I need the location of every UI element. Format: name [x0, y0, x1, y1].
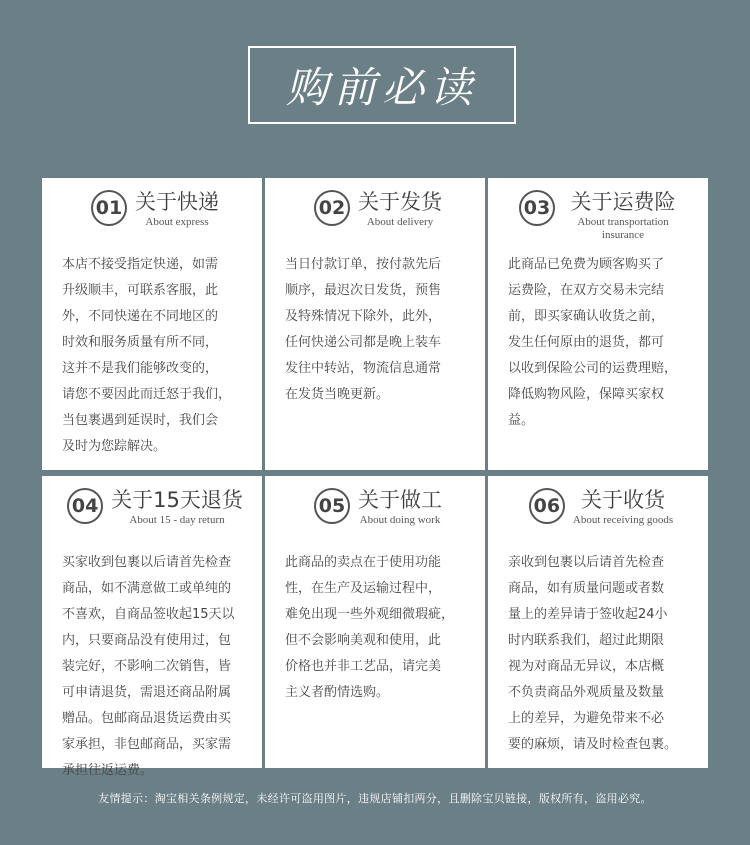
card-workmanship: [265, 476, 485, 768]
card-subtitle: About receiving goods: [572, 514, 674, 526]
card-title: 关于发货: [358, 190, 442, 214]
card-line: 请您不要因此而迁怒于我们，: [62, 387, 232, 402]
card-line: 要的麻烦，请及时检查包裹。: [508, 737, 678, 752]
card-line: 升级顺丰，可联系客服，此: [62, 283, 219, 298]
card-body: [62, 550, 248, 784]
card-line: 买家收到包裹以后请首先检查: [62, 555, 232, 570]
card-number: 06: [529, 488, 565, 524]
card-line: 当日付款订单，按付款先后: [285, 257, 442, 272]
card-line: 赠品。包邮商品退货运费由买: [62, 711, 232, 726]
card-line: 时内联系我们，超过此期限: [508, 633, 665, 648]
card-header: [62, 188, 248, 246]
card-line: 视为对商品无异议，本店概: [508, 659, 665, 674]
card-subtitle: About delivery: [366, 216, 434, 228]
card-line: 商品，如不满意做工或单纯的: [62, 581, 232, 596]
card-line: 降低购物风险，保障买家权: [508, 387, 665, 402]
card-line: 以收到保险公司的运费理赔，: [508, 361, 678, 376]
card-line: 上的差异，为避免带来不必: [508, 711, 665, 726]
card-line: 时效和服务质量有所不同，: [62, 335, 219, 350]
card-number: 05: [314, 488, 350, 524]
card-line: 承担往返运费。: [62, 763, 154, 778]
card-number: 02: [314, 190, 350, 226]
card-body: [285, 550, 471, 706]
card-line: 及时为您踪解决。: [62, 439, 167, 454]
card-line: 本店不接受指定快递，如需: [62, 257, 219, 272]
card-header: [285, 188, 471, 246]
card-line: 顺序，最迟次日发货，预售: [285, 283, 442, 298]
card-number: 01: [91, 190, 127, 226]
card-freight-insurance: [488, 178, 708, 470]
card-line: 装完好，不影响二次销售，皆: [62, 659, 232, 674]
card-line: 性，在生产及运输过程中，: [285, 581, 442, 596]
card-body: [508, 252, 694, 434]
card-line: 前，即买家确认收货之前，: [508, 309, 665, 324]
card-line: 价格也并非工艺品，请完美: [285, 659, 442, 674]
card-line: 难免出现一些外观细微瑕疵，: [285, 607, 455, 622]
card-subtitle: About transportation insurance: [577, 216, 669, 241]
card-header: [508, 188, 694, 246]
card-subtitle: About 15 - day return: [129, 514, 225, 526]
card-line: 及特殊情况下除外，此外，: [285, 309, 442, 324]
card-express: [42, 178, 262, 470]
card-receiving: [488, 476, 708, 768]
card-line: 发往中转站，物流信息通常: [285, 361, 442, 376]
card-line: 运费险，在双方交易未完结: [508, 283, 665, 298]
card-header: [508, 486, 694, 544]
card-delivery: [265, 178, 485, 470]
card-line: 益。: [508, 413, 535, 428]
card-line: 家承担，非包邮商品，买家需: [62, 737, 232, 752]
card-line: 这并不是我们能够改变的，: [62, 361, 219, 376]
card-number: 04: [67, 488, 103, 524]
card-line: 但不会影响美观和使用，此: [285, 633, 442, 648]
card-line: 亲收到包裹以后请首先检查: [508, 555, 665, 570]
card-subtitle: About doing work: [359, 514, 441, 526]
card-line: 不负责商品外观质量及数量: [508, 685, 665, 700]
card-subtitle: About express: [145, 216, 209, 228]
card-line: 此商品的卖点在于使用功能: [285, 555, 442, 570]
card-body: [508, 550, 694, 758]
card-line: 商品，如有质量问题或者数: [508, 581, 665, 596]
card-title: 关于运费险: [570, 190, 676, 214]
footer-notice: 友情提示：淘宝相关条例规定，未经许可盗用图片，违规店铺扣两分，且删除宝贝链接，版权所有，盗用必究。: [98, 792, 652, 805]
card-line: 发生任何原由的退货，都可: [508, 335, 665, 350]
card-line: 量上的差异请于签收起24小: [508, 607, 668, 622]
card-title: 关于15天退货: [111, 488, 243, 512]
card-line: 内，只要商品没有使用过，包: [62, 633, 232, 648]
card-body: [285, 252, 471, 408]
card-return: [42, 476, 262, 778]
card-title: 关于收货: [580, 488, 665, 512]
card-line: 在发货当晚更新。: [285, 387, 390, 402]
card-header: [62, 486, 248, 544]
card-number: 03: [519, 190, 555, 226]
page-title: 购前必读: [285, 63, 478, 112]
card-line: 外，不同快递在不同地区的: [62, 309, 219, 324]
card-title: 关于做工: [358, 488, 442, 512]
page-title-box: [248, 46, 516, 124]
card-header: [285, 486, 471, 544]
card-line: 当包裹遇到延误时，我们会: [62, 413, 219, 428]
card-line: 可申请退货，需退还商品附属: [62, 685, 232, 700]
card-line: 任何快递公司都是晚上装车: [285, 335, 442, 350]
card-body: [62, 252, 248, 460]
card-line: 主义者酌情选购。: [285, 685, 390, 700]
card-line: 不喜欢，自商品签收起15天以: [62, 607, 235, 622]
card-title: 关于快递: [135, 190, 219, 214]
notice-grid: [42, 178, 708, 778]
card-line: 此商品已免费为顾客购买了: [508, 257, 665, 272]
